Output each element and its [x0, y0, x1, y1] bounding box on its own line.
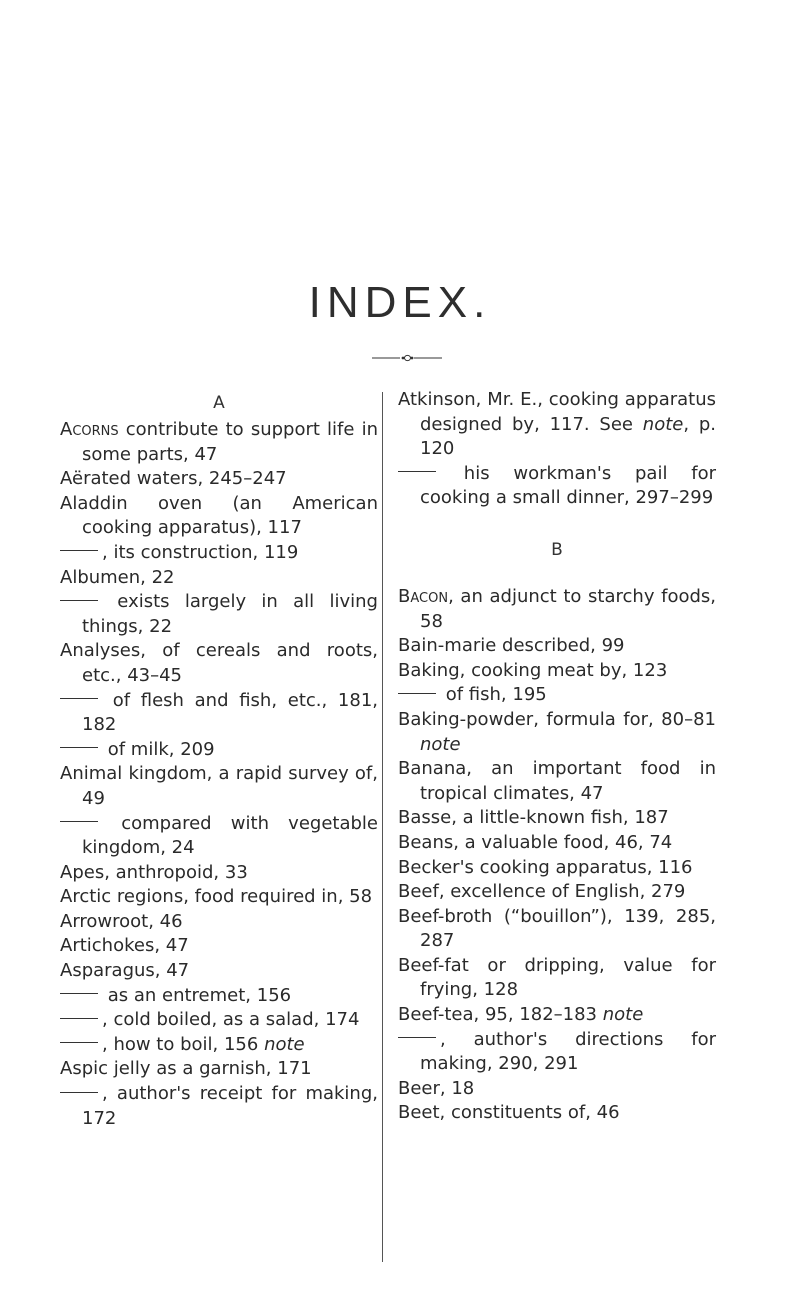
entry-text: Albumen, 22 [60, 566, 175, 588]
entry-text: Beans, a valuable food, 46, 74 [398, 831, 673, 853]
entry-text: Aspic jelly as a garnish, 171 [60, 1058, 312, 1080]
entry-text: Aërated waters, 245–247 [60, 468, 287, 490]
index-entry [398, 659, 716, 684]
entry-text: Baking-powder, formula for, 80–81 [398, 708, 716, 730]
entry-text: Bain-marie described, 99 [398, 635, 625, 657]
entry-text: Atkinson, Mr. E., cooking apparatus designed by, 117. See [398, 389, 716, 435]
entry-note: note [264, 1033, 305, 1055]
entry-text: , an adjunct to starchy foods, 58 [420, 585, 716, 632]
entry-text: Baking, cooking meat by, 123 [398, 659, 668, 681]
section-spacer [398, 565, 716, 585]
entry-text: his workman's pail for cooking a small dinner, 297–299 [420, 462, 716, 509]
entry-lead-word: Bacon [398, 585, 449, 607]
entry-lead-word: Acorns [60, 419, 119, 440]
ditto-dash [398, 693, 436, 694]
index-subentry [60, 689, 378, 738]
entry-text: Beer, 18 [398, 1077, 475, 1099]
divider-ornament [372, 352, 442, 364]
page-title: INDEX. [308, 278, 492, 327]
section-letter-b: B [551, 539, 563, 560]
index-subentry [398, 683, 716, 708]
entry-text: Analyses, of cereals and roots, etc., 43–45 [60, 640, 378, 686]
index-subentry [60, 1008, 378, 1033]
entry-note: note [642, 413, 684, 435]
index-entry [60, 934, 378, 959]
index-entry [398, 880, 716, 905]
entry-text: Artichokes, 47 [60, 935, 189, 957]
entry-text: Banana, an important food in tropical climates, 47 [398, 758, 716, 804]
right-column [398, 388, 716, 1126]
index-subentry [60, 590, 378, 639]
ditto-dash [60, 821, 98, 822]
entry-text: Basse, a little-known fish, 187 [398, 807, 669, 829]
ditto-dash [60, 1018, 98, 1019]
index-subentry [398, 1028, 716, 1077]
ditto-dash [60, 993, 98, 994]
entry-text: Animal kingdom, a rapid survey of, 49 [60, 763, 378, 809]
index-entry [398, 388, 716, 462]
left-column [60, 388, 378, 1131]
index-entry [60, 418, 378, 467]
entry-text: Apes, anthropoid, 33 [60, 861, 248, 883]
index-entry [398, 634, 716, 659]
entry-text: , author's receipt for making, 172 [82, 1083, 378, 1129]
section-spacer [398, 511, 716, 535]
entry-text: Becker's cooking apparatus, 116 [398, 856, 693, 878]
index-entry [398, 806, 716, 831]
entry-text: Beef-broth (“bouillon”), 139, 285, 287 [398, 905, 716, 952]
entry-text: , its construction, 119 [102, 541, 299, 563]
index-entry [398, 1077, 716, 1102]
column-divider [382, 392, 383, 1262]
index-entry [60, 885, 378, 910]
ditto-dash [60, 747, 98, 748]
section-letter-a: A [213, 393, 225, 413]
ditto-dash [60, 600, 98, 601]
index-entry [60, 492, 378, 541]
index-subentry [60, 1082, 378, 1131]
entry-text: , cold boiled, as a salad, 174 [102, 1009, 360, 1031]
entry-note: note [602, 1004, 644, 1026]
index-entry [60, 910, 378, 935]
index-subentry [60, 738, 378, 763]
entry-tail: , p. 120 [420, 413, 716, 460]
index-entry [398, 954, 716, 1003]
entry-text: contribute to support life in some parts, 47 [82, 419, 378, 465]
entry-text: of fish, 195 [440, 684, 547, 706]
entry-text: Beef-fat or dripping, value for frying, 128 [398, 954, 716, 1001]
index-subentry [60, 541, 378, 566]
entry-text: Aladdin oven (an American cooking apparatus), 117 [60, 492, 378, 539]
entry-text: of milk, 209 [102, 738, 215, 760]
entry-text: exists largely in all living things, 22 [82, 591, 378, 637]
ditto-dash [60, 1042, 98, 1043]
index-entry [398, 831, 716, 856]
entry-text: compared with vegetable kingdom, 24 [82, 812, 378, 859]
entry-note: note [420, 733, 461, 755]
index-entry [398, 856, 716, 881]
entry-text: , author's directions for making, 290, 291 [420, 1028, 716, 1075]
index-entry [398, 1101, 716, 1126]
index-entry [398, 585, 716, 634]
index-entry [60, 566, 378, 591]
index-subentry [60, 812, 378, 861]
index-entry [60, 1057, 378, 1082]
ditto-dash [398, 1037, 436, 1038]
index-entry [60, 762, 378, 811]
index-entry [398, 757, 716, 806]
ditto-dash [60, 698, 98, 699]
ditto-dash [60, 1092, 98, 1093]
entry-text: Asparagus, 47 [60, 960, 190, 982]
entry-text: Beef, excellence of English, 279 [398, 881, 686, 903]
index-subentry [60, 984, 378, 1009]
index-subentry [60, 1033, 378, 1058]
entry-text: Arctic regions, food required in, 58 [60, 886, 373, 908]
ditto-dash [398, 471, 436, 472]
index-entry [60, 639, 378, 688]
index-entry [60, 861, 378, 886]
entry-text: Beef-tea, 95, 182–183 [398, 1004, 603, 1026]
index-entry [60, 959, 378, 984]
index-entry [398, 1003, 716, 1028]
entry-text: as an entremet, 156 [102, 984, 292, 1006]
index-subentry [398, 462, 716, 511]
entry-text: Arrowroot, 46 [60, 910, 183, 932]
ditto-dash [60, 550, 98, 551]
index-entry [398, 905, 716, 954]
entry-text: of flesh and fish, etc., 181, 182 [82, 689, 378, 736]
index-entry [398, 708, 716, 757]
entry-text: , how to boil, 156 [102, 1033, 265, 1055]
index-entry [60, 467, 378, 492]
entry-text: Beet, constituents of, 46 [398, 1102, 620, 1124]
